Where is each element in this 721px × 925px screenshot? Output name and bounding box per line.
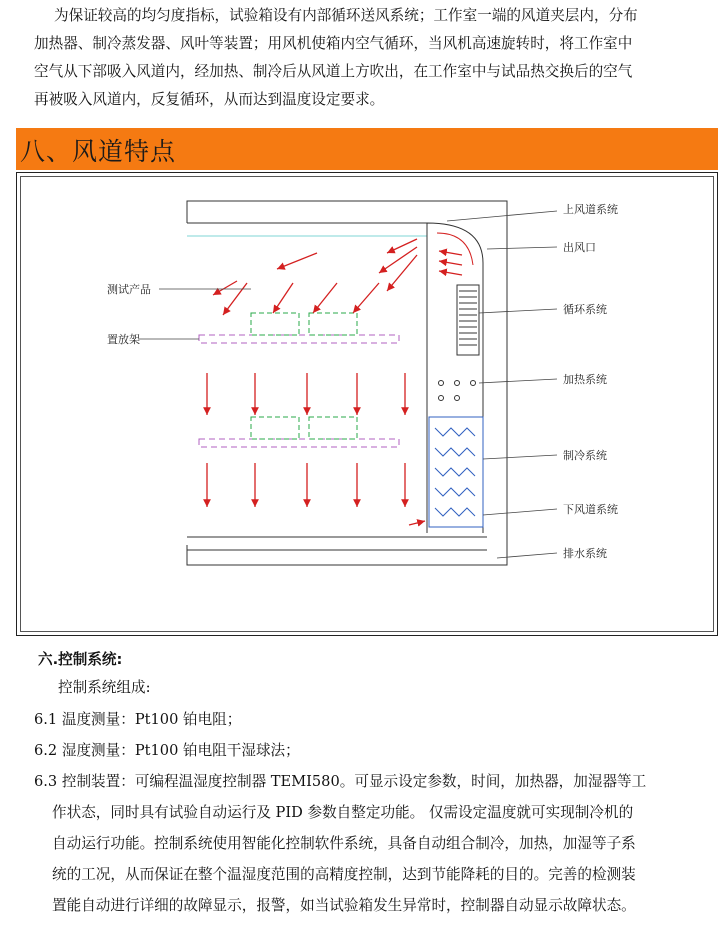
control-item: 统的工况，从而保证在整个温湿度范围的高精度控制，达到节能降耗的目的。完善的检测装	[52, 866, 636, 883]
control-item: 6.2 湿度测量：Pt100 铂电阻干湿球法；	[34, 742, 300, 759]
label-rack: 置放架	[107, 333, 140, 346]
intro-line: 再被吸入风道内，反复循环，从而达到温度设定要求。	[34, 91, 385, 108]
section-banner	[16, 128, 718, 170]
airflow-arrows	[207, 239, 425, 525]
heater-elements	[439, 381, 476, 401]
label-drainage: 排水系统	[563, 547, 607, 560]
intro-line: 加热器、制冷蒸发器、风叶等装置；用风机使箱内空气循环，当风机高速旋转时，将工作室中	[34, 35, 633, 52]
diagram-frame	[16, 172, 718, 636]
test-products	[251, 313, 357, 439]
leader-lines	[139, 211, 557, 558]
air-duct-diagram	[17, 173, 717, 635]
section-title: 八、风道特点	[20, 137, 177, 166]
intro-line: 为保证较高的均匀度指标，试验箱设有内部循环送风系统；工作室一端的风道夹层内，分布	[54, 7, 638, 24]
outlet-arrows	[439, 251, 462, 275]
control-item: 6.3 控制装置：可编程温湿度控制器 TEMI580。可显示设定参数，时间，加热器，加湿器等工	[34, 773, 647, 790]
cooling-coil	[429, 417, 483, 527]
air-duct-column	[427, 223, 483, 533]
shelves	[199, 335, 399, 447]
control-item: 自动运行功能。控制系统使用智能化控制软件系统，具备自动组合制冷，加热，加湿等子系	[52, 835, 636, 852]
intro-line: 空气从下部吸入风道内，经加热、制冷后从风道上方吹出，在工作室中与试品热交换后的空气	[34, 63, 633, 80]
control-item: 6.1 温度测量：Pt100 铂电阻；	[34, 711, 242, 728]
label-outlet: 出风口	[563, 241, 596, 254]
control-system-intro: 控制系统组成:	[58, 679, 151, 696]
circulation-fan	[457, 285, 479, 355]
label-test-product: 测试产品	[107, 283, 151, 296]
control-system-title: 六.控制系统:	[38, 651, 123, 668]
intro-paragraph	[34, 2, 694, 114]
control-item: 作状态，同时具有试验自动运行及 PID 参数自整定功能。 仅需设定温度就可实现制冷机的	[52, 804, 634, 821]
label-heating: 加热系统	[563, 373, 607, 386]
label-lower-duct: 下风道系统	[563, 503, 618, 516]
control-item: 置能自动进行详细的故障显示，报警，如当试验箱发生异常时，控制器自动显示故障状态。	[52, 897, 636, 914]
label-upper-duct: 上风道系统	[563, 203, 618, 216]
label-cooling: 制冷系统	[563, 449, 607, 462]
label-circulation: 循环系统	[563, 303, 607, 316]
